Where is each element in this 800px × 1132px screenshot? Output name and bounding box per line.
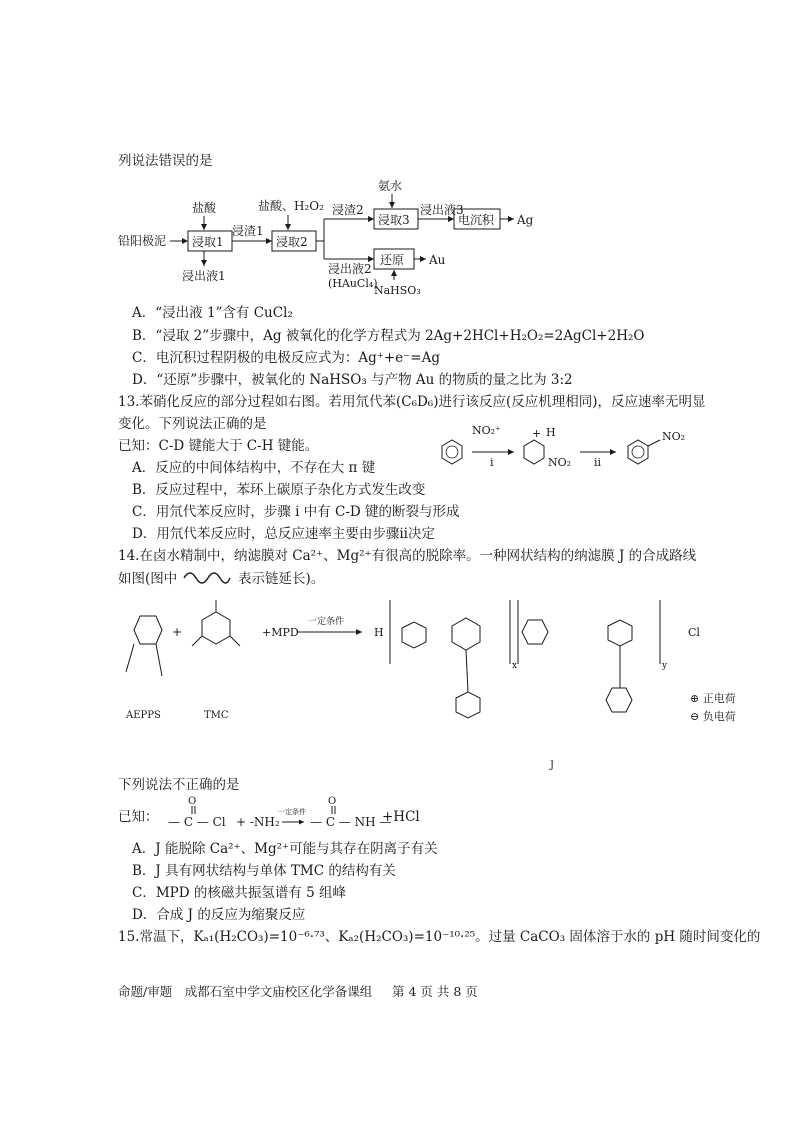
product-piperazine-ring: [522, 620, 548, 644]
q14-option-b: B．J 具有网状结构与单体 TMC 的结构有关: [132, 863, 396, 879]
tmc-label: TMC: [204, 710, 229, 721]
q12-option-c: C．电沉积过程阴极的电极反应式为：Ag⁺+e⁻=Ag: [132, 350, 440, 366]
flow-product-au: Au: [429, 253, 446, 267]
aepps-label: AEPPS: [126, 710, 161, 721]
product-piperazine-ring-2: [606, 688, 632, 712]
flow-box-electro-label: 电沉积: [458, 213, 495, 227]
legend-negative: ⊖ 负电荷: [690, 710, 736, 723]
scheme-step-ii: ii: [594, 456, 602, 469]
plus-sign: +: [172, 625, 183, 639]
acyl-chloride: — C — Cl: [168, 815, 226, 829]
product-h-end: H: [374, 626, 384, 639]
bond: [156, 644, 162, 676]
q14-option-c: C．MPD 的核磁共振氢谱有 5 组峰: [132, 885, 347, 901]
q13-stem-line2: 变化。下列说法正确的是: [118, 416, 267, 432]
q13-option-b: B．反应过程中，苯环上碳原子杂化方式发生改变: [132, 482, 426, 498]
benzene-aromatic-circle: [446, 446, 458, 458]
q12-option-b: B．“浸取 2”步骤中，Ag 被氧化的化学方程式为 2Ag+2HCl+H₂O₂=2AgCl+2H₂O: [132, 328, 645, 344]
q14-stem-line1: 14.在卤水精制中，纳滤膜对 Ca²⁺、Mg²⁺有很高的脱除率。一种网状结构的纳滤膜 J 的合成路线: [118, 548, 697, 564]
chain-extension-wavy-icon: [182, 568, 232, 588]
aepps-piperazine-ring: [134, 616, 162, 644]
q14-stem-line2a: 如图(图中: [118, 571, 178, 587]
polymer-synthesis-scheme: [112, 592, 672, 772]
q13-stem-line1: 13.苯硝化反应的部分过程如右图。若用氘代苯(C₆D₆)进行该反应(反应机理相同)，反应速率无明显: [118, 394, 706, 410]
q14-question: 下列说法不正确的是: [118, 777, 240, 793]
q15-stem: 15.常温下，Kₐ₁(H₂CO₃)=10⁻⁶·⁷³、Kₐ₂(H₂CO₃)=10⁻¹⁰·²⁵。过量 CaCO₃ 固体溶于水的 pH 随时间变化的: [118, 929, 761, 945]
reaction-condition: 一定条件: [308, 617, 345, 627]
q12-option-a: A．“浸出液 1”含有 CuCl₂: [132, 305, 293, 321]
flow-box-leach2-label: 浸取2: [276, 235, 308, 249]
sigma-no2: NO₂: [548, 456, 572, 469]
scheme-step-i: i: [490, 456, 494, 469]
tmc-ring: [202, 612, 230, 644]
flow-reagent5: NaHSO₃: [374, 284, 421, 297]
known-reaction-scheme: [160, 794, 420, 834]
amine: + -NH₂: [236, 815, 280, 829]
sigma-plus: +: [532, 427, 542, 440]
q14-stem-line2b: 表示链延长)。: [238, 571, 325, 587]
known-condition: 一定条件: [278, 808, 306, 816]
product-sub-x: x: [512, 661, 518, 671]
q13-option-c: C．用氘代苯反应时，步骤 i 中有 C-D 键的断裂与形成: [132, 504, 460, 520]
footer-page-number: 第 4 页 共 8 页: [392, 984, 478, 999]
bond: [230, 636, 240, 646]
flow-liquor1: 浸出液1: [182, 269, 226, 283]
product-sub-y: y: [662, 661, 668, 671]
flow-liquor2: 浸出液2: [328, 262, 372, 276]
q13-known: 已知：C-D 键能大于 C-H 键能。: [118, 438, 319, 454]
flow-liquor2-note: (HAuCl₄): [328, 277, 378, 290]
legend-positive: ⊕ 正电荷: [690, 692, 736, 705]
flow-reagent3: 氨水: [378, 179, 403, 193]
product-aryl-ring: [402, 622, 426, 648]
bond: [192, 636, 202, 646]
acyl-carbonyl-o: O: [188, 796, 197, 807]
known-hcl: +HCl: [382, 809, 420, 825]
product-pendant-ring: [456, 692, 480, 718]
flow-product-ag: Ag: [517, 213, 534, 227]
amide-carbonyl-o: O: [328, 796, 337, 807]
footer-left: 命题/审题 成都石室中学文庙校区化学备课组: [118, 984, 373, 999]
flow-box-leach3-label: 浸取3: [378, 213, 410, 227]
flow-liquor3: 浸出液3: [420, 203, 464, 217]
flow-box-leach1-label: 浸取1: [192, 235, 224, 249]
product-core-ring: [452, 618, 480, 650]
mpd-label: +MPD: [262, 626, 299, 639]
flow-box-reduce-label: 还原: [380, 253, 405, 267]
q12-option-d: D．“还原”步骤中，被氧化的 NaHSO₃ 与产物 Au 的物质的量之比为 3:2: [132, 372, 573, 388]
intro-line: 列说法错误的是: [118, 153, 213, 169]
amide: — C — NH —: [310, 815, 392, 829]
nitrobenzene-aromatic-circle: [632, 446, 644, 458]
scheme-reagent: NO₂⁺: [472, 424, 501, 437]
nitration-scheme: [428, 420, 708, 480]
bond: [648, 440, 660, 446]
product-cl-end: Cl: [688, 626, 700, 639]
q14-known-label: 已知：: [118, 809, 159, 825]
q13-option-d: D．用氘代苯反应时，总反应速率主要由步骤ii决定: [132, 526, 435, 542]
flow-start: 铅阳极泥: [118, 234, 167, 248]
flow-reagent1: 盐酸: [192, 201, 217, 215]
q14-option-a: A．J 能脱除 Ca²⁺、Mg²⁺可能与其存在阴离子有关: [132, 841, 438, 857]
benzene-ring: [442, 440, 462, 464]
nitrobenzene-ring: [628, 440, 648, 464]
sigma-complex-ring: [524, 440, 544, 464]
q14-option-d: D．合成 J 的反应为缩聚反应: [132, 907, 306, 923]
bond: [466, 650, 468, 692]
flow-reagent2: 盐酸、H₂O₂: [258, 199, 324, 213]
product-core-ring-2: [608, 620, 632, 646]
q13-option-a: A．反应的中间体结构中，不存在大 π 键: [132, 460, 376, 476]
bond: [126, 644, 134, 672]
product-label-j: J: [550, 760, 555, 771]
flow-residue2: 浸渣2: [332, 203, 364, 217]
flow-residue1: 浸渣1: [232, 224, 264, 238]
sigma-h: H: [546, 426, 556, 439]
nitrobenzene-no2: NO₂: [662, 430, 686, 443]
process-flowchart: [112, 180, 552, 298]
